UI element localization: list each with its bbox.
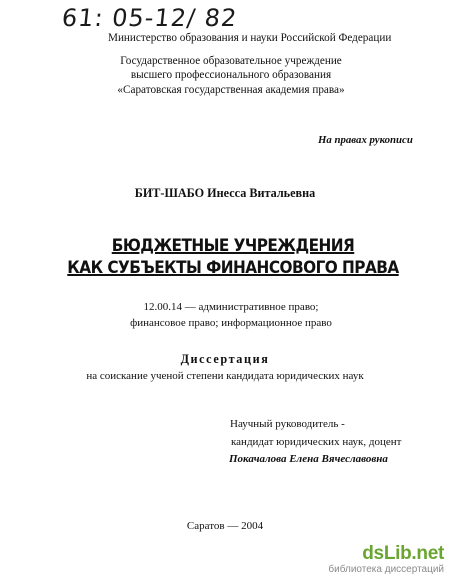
institution-line-2: высшего профессионального образования [130,69,332,81]
supervisor-label: Научный руководитель - [230,418,345,430]
institution-line-1: Государственное образовательное учреждение [120,55,342,67]
author-name: БИТ-ШАБО Инесса Витальевна [134,186,316,200]
ministry-line: Министерство образования и науки Российской Федерации [108,32,392,44]
dissertation-title-line-1: БЮДЖЕТНЫЕ УЧРЕЖДЕНИЯ [111,236,355,256]
manuscript-rights-note: На правах рукописи [318,134,413,146]
specialty-line-1: 12.00.14 — административное право; [143,301,319,313]
dissertation-title-line-2: КАК СУБЪЕКТЫ ФИНАНСОВОГО ПРАВА [67,258,399,278]
institution-line-3: «Саратовская государственная академия права» [117,84,345,96]
document-type-heading: Диссертация [180,352,270,366]
dslib-subtitle: библиотека диссертаций [328,564,444,575]
supervisor-credentials: кандидат юридических наук, доцент [231,436,402,448]
specialty-line-2: финансовое право; информационное право [130,317,332,329]
supervisor-name: Покачалова Елена Вячеславовна [229,453,388,465]
dslib-watermark [328,544,444,575]
dslib-logo: dsLib.net [362,543,444,564]
city-year: Саратов — 2004 [186,520,264,532]
handwritten-catalog-code: 61: 05-12/ 82 [60,4,239,32]
degree-line: на соискание ученой степени кандидата юридических наук [86,370,364,382]
